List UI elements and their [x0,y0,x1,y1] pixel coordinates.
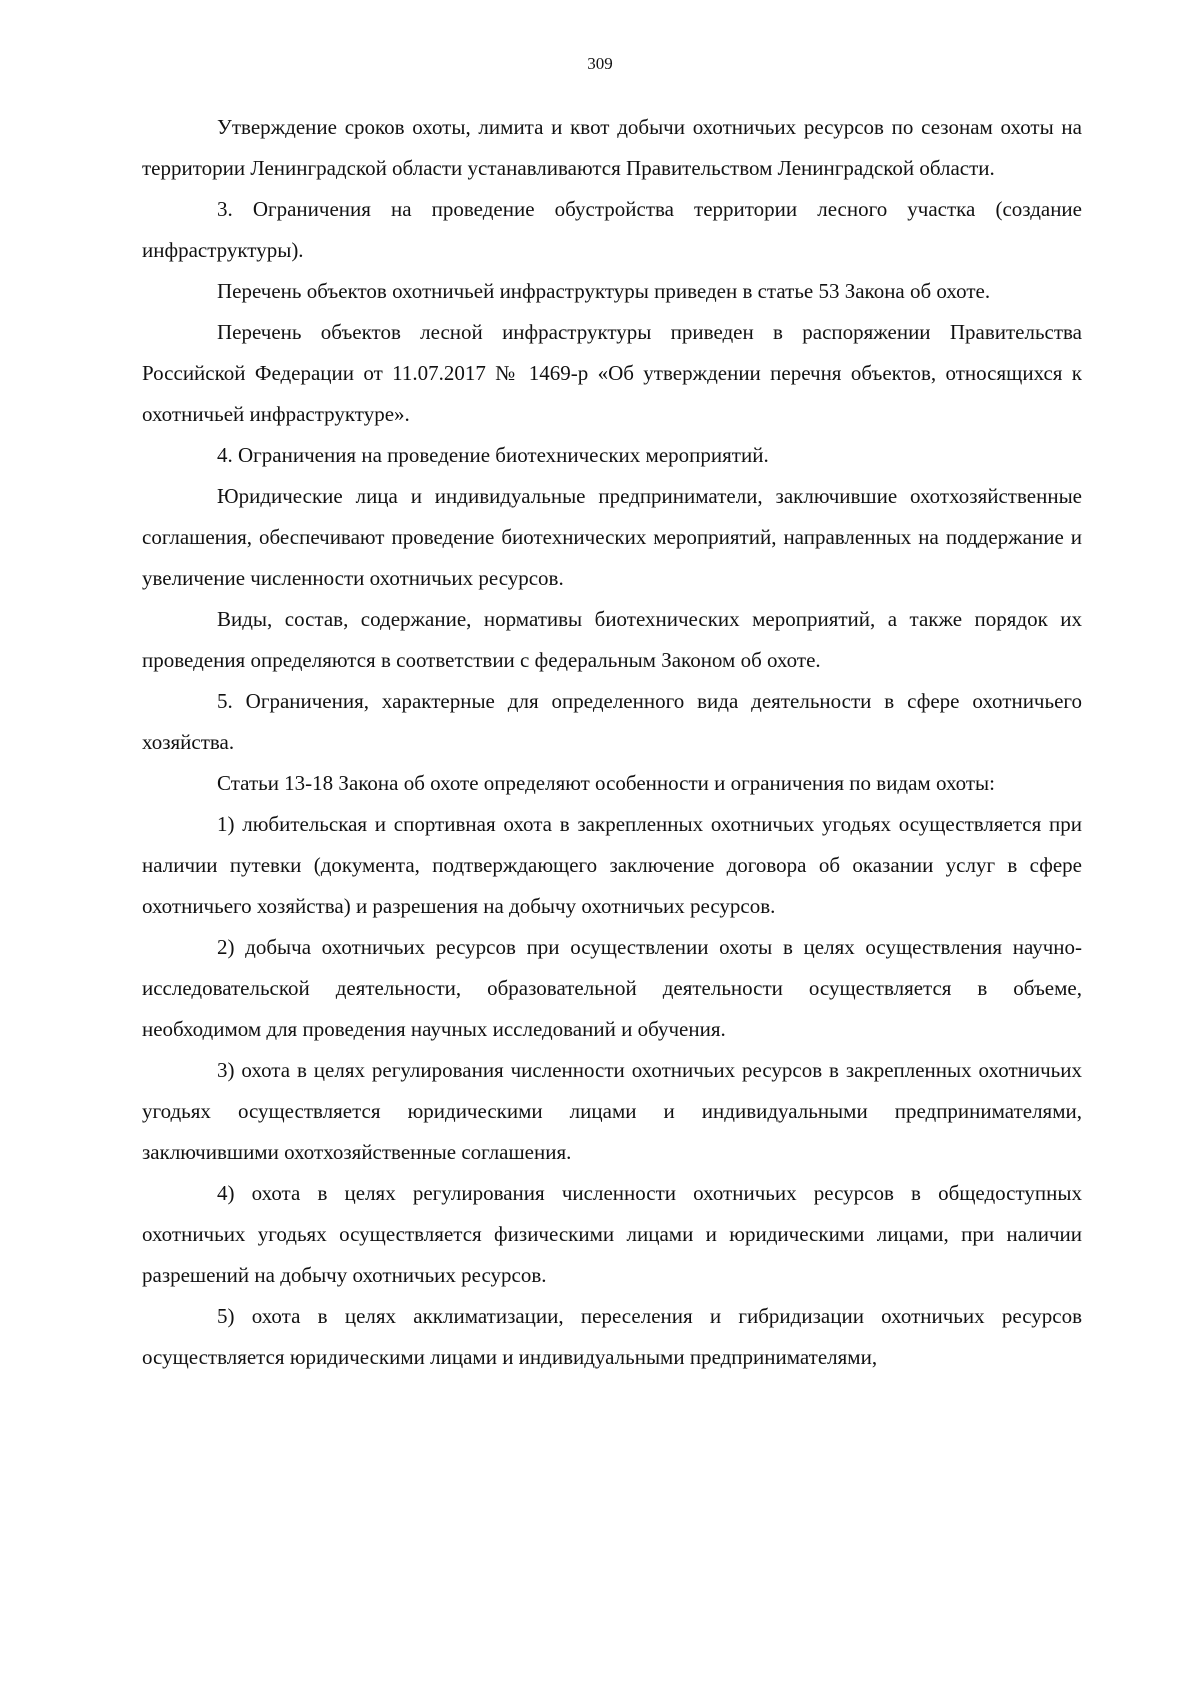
list-item-2: 2) добыча охотничьих ресурсов при осуществлении охоты в целях осуществления научно-исследовательской деятельности, образовательной деятельности осуществляется в объеме, необходимом для проведения научных исследований и обучения. [142,935,1082,1041]
paragraph-restriction-4: 4. Ограничения на проведение биотехнических мероприятий. [217,443,769,467]
paragraph-hunting-terms: Утверждение сроков охоты, лимита и квот добычи охотничьих ресурсов по сезонам охоты на территории Ленинградской области устанавливаются Правительством Ленинградской области. [142,115,1082,180]
paragraph-articles-13-18: Статьи 13-18 Закона об охоте определяют особенности и ограничения по видам охоты: [217,771,995,795]
paragraph-biotech-types: Виды, состав, содержание, нормативы биотехнических мероприятий, а также порядок их проведения определяются в соответствии с федеральным Законом об охоте. [142,607,1082,672]
document-body [142,107,1082,1378]
page-number: 309 [587,54,613,73]
list-item-3: 3) охота в целях регулирования численности охотничьих ресурсов в закрепленных охотничьих угодьях осуществляется юридическими лицами и индивидуальными предпринимателями, заключившими охотхозяйственные соглашения. [142,1058,1082,1164]
list-item-1: 1) любительская и спортивная охота в закрепленных охотничьих угодьях осуществляется при наличии путевки (документа, подтверждающего заключение договора об оказании услуг в сфере охотничьего хозяйства) и разрешения на добычу охотничьих ресурсов. [142,812,1082,918]
paragraph-legal-entities: Юридические лица и индивидуальные предприниматели, заключившие охотхозяйственные соглашения, обеспечивают проведение биотехнических мероприятий, направленных на поддержание и увеличение численности охотничьих ресурсов. [142,484,1082,590]
list-item-5: 5) охота в целях акклиматизации, переселения и гибридизации охотничьих ресурсов осуществляется юридическими лицами и индивидуальными предпринимателями, [142,1304,1082,1369]
paragraph-forest-infrastructure: Перечень объектов лесной инфраструктуры приведен в распоряжении Правительства Российской Федерации от 11.07.2017 № 1469-р «Об утверждении перечня объектов, относящихся к охотничьей инфраструктуре». [142,320,1082,426]
paragraph-hunting-infrastructure: Перечень объектов охотничьей инфраструктуры приведен в статье 53 Закона об охоте. [217,279,991,303]
paragraph-restriction-5: 5. Ограничения, характерные для определенного вида деятельности в сфере охотничьего хозяйства. [142,689,1082,754]
paragraph-restriction-3: 3. Ограничения на проведение обустройства территории лесного участка (создание инфраструктуры). [142,197,1082,262]
list-item-4: 4) охота в целях регулирования численности охотничьих ресурсов в общедоступных охотничьих угодьях осуществляется физическими лицами и юридическими лицами, при наличии разрешений на добычу охотничьих ресурсов. [142,1181,1082,1287]
